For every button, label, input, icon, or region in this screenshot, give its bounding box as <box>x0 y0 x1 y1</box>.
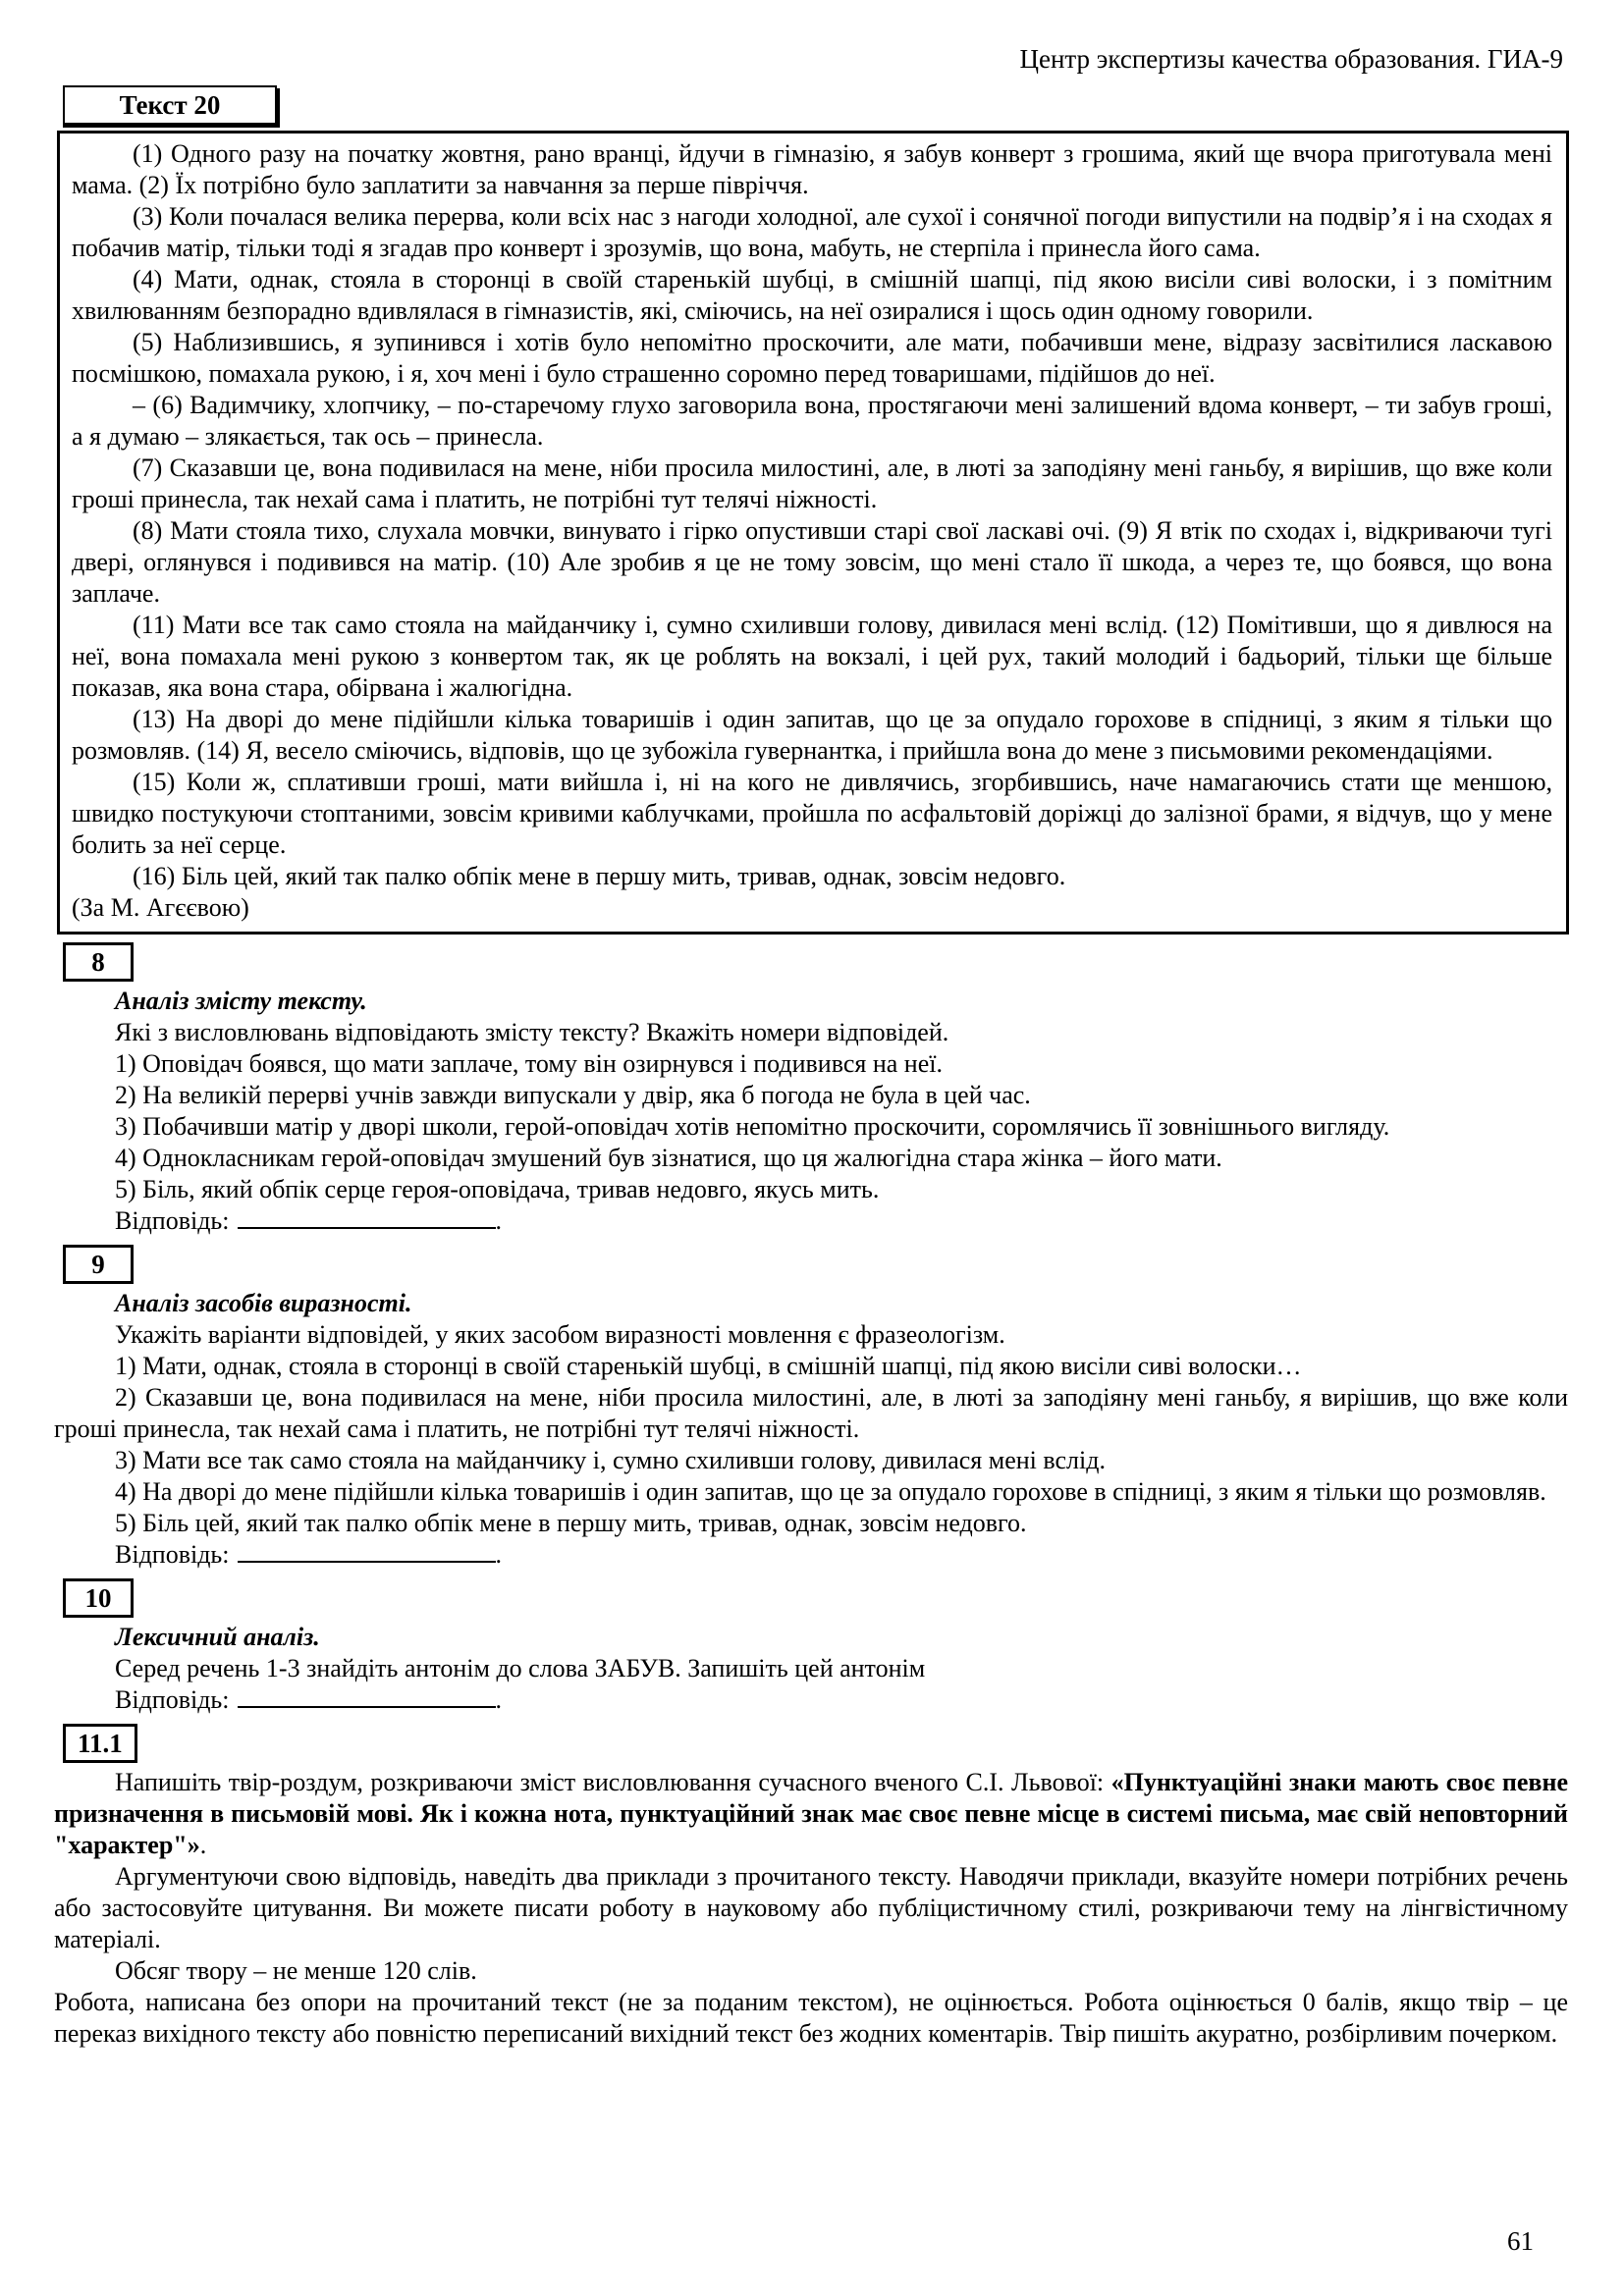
answer-period: . <box>495 1540 503 1569</box>
question-8 <box>0 942 1624 1237</box>
text-attribution: (За М. Агєєвою) <box>72 893 249 922</box>
text-paragraph: – (6) Вадимчику, хлопчику, – по-старечому глухо заговорила вона, простягаючи мені залишений вдома конверт, – ти забув гроші, а я думаю – злякається, так ось – принесла. <box>72 391 1552 451</box>
task-11-1-number-badge: 11.1 <box>63 1724 137 1763</box>
question-9-option: 2) Сказавши це, вона подивилася на мене, ніби просила милостині, але, в люті за заподіяну мені ганьбу, я вирішив, що вже коли гроші принесла, так нехай сама і платить, не потрібні тут телячі ніжності. <box>54 1383 1568 1443</box>
text-paragraph: (3) Коли почалася велика перерва, коли всіх нас з нагоди холодної, але сухої і сонячної погоди випустили на подвір’я і на сходах я побачив матір, тільки тоді я згадав про конверт і зрозумів, що вона, мабуть, не стерпіла і принесла його сама. <box>72 202 1552 262</box>
question-9-prompt: Укажіть варіанти відповідей, у яких засобом виразності мовлення є фразеологізм. <box>115 1320 1005 1349</box>
question-10 <box>0 1578 1624 1716</box>
question-9-option: 4) На дворі до мене підійшли кілька товаришів і один запитав, що це за опудало горохове в спідниці, з яким я тільки що розмовляв. <box>115 1477 1546 1506</box>
page-number: 61 <box>1507 2226 1534 2256</box>
reading-text-box <box>57 131 1569 934</box>
question-8-content <box>54 986 1568 1237</box>
text-label: Текст 20 <box>119 90 221 120</box>
question-9 <box>0 1245 1624 1571</box>
answer-label: Відповідь: <box>115 1685 230 1714</box>
question-9-number-badge: 9 <box>63 1245 134 1284</box>
task-11-1 <box>0 1724 1624 2050</box>
text-paragraph: (13) На дворі до мене підійшли кілька товаришів і один запитав, що це за опудало горохове в спідниці, з яким я тільки що розмовляв. (14) Я, весело сміючись, відповів, що це зубожіла гувернантка, і прийшла вона до мене з письмовими рекомендаціями. <box>72 705 1552 765</box>
answer-period: . <box>495 1685 503 1714</box>
question-8-number-badge: 8 <box>63 942 134 982</box>
essay-quote-tail: . <box>199 1831 207 1859</box>
question-8-prompt: Які з висловлювань відповідають змісту тексту? Вкажіть номери відповідей. <box>115 1018 949 1046</box>
question-10-answer-row <box>54 1684 1568 1716</box>
header-org-label: Центр экспертизы качества образования. ГИА-9 <box>1019 44 1563 74</box>
question-9-content <box>54 1288 1568 1571</box>
essay-grading-note: Робота, написана без опори на прочитаний текст (не за поданим текстом), не оцінюється. Робота оцінюється 0 балів, якщо твір – це переказ вихідного тексту або повністю переписаний вихідний текст без жодних коментарів. Твір пишіть акуратно, розбірливим почерком. <box>54 1988 1568 2048</box>
question-8-option: 5) Біль, який обпік серце героя-оповідача, тривав недовго, якусь мить. <box>115 1175 880 1203</box>
question-8-answer-row <box>54 1205 1568 1237</box>
essay-quote-paragraph <box>54 1767 1568 1861</box>
text-paragraph: (1) Одного разу на початку жовтня, рано вранці, йдучи в гімназію, я забув конверт з грошима, який ще вчора приготувала мені мама. (2) Їх потрібно було заплатити за навчання за перше півріччя. <box>72 139 1552 199</box>
question-8-option: 2) На великій перерві учнів завжди випускали у двір, яка б погода не була в цей час. <box>115 1081 1031 1109</box>
text-paragraph: (15) Коли ж, сплативши гроші, мати вийшла і, ні на кого не дивлячись, згорбившись, наче намагаючись стати ще меншою, швидко постукуючи стоптаними, зовсім кривими каблучками, пройшла по асфальтовій доріжці до залізної брами, я відчув, що у мене болить за неї серце. <box>72 768 1552 859</box>
question-10-prompt: Серед речень 1-3 знайдіть антонім до слова ЗАБУВ. Запишіть цей антонім <box>115 1654 926 1682</box>
task-11-1-content <box>54 1767 1568 2050</box>
essay-instructions: Аргументуючи свою відповідь, наведіть два приклади з прочитаного тексту. Наводячи приклади, вказуйте номери потрібних речень або застосовуйте цитування. Ви можете писати роботу в науковому або публіцистичному стилі, розкриваючи тему на лінгвістичному матеріалі. <box>54 1862 1568 1953</box>
question-8-option: 1) Оповідач боявся, що мати заплаче, тому він озирнувся і подивився на неї. <box>115 1049 943 1078</box>
question-8-option: 3) Побачивши матір у дворі школи, герой-оповідач хотів непомітно проскочити, соромлячись її зовнішнього вигляду. <box>115 1112 1390 1141</box>
text-paragraph: (4) Мати, однак, стояла в сторонці в своїй старенькій шубці, в смішній шапці, під якою висіли сиві волоски, і з помітним хвилюванням безпорадно вдивлялася в гімназистів, які, сміючись, на неї озиралися і щось один одному говорили. <box>72 265 1552 325</box>
question-9-option: 3) Мати все так само стояла на майданчику і, сумно схиливши голову, дивилася мені вслід. <box>115 1446 1106 1474</box>
text-paragraph: (11) Мати все так само стояла на майданчику і, сумно схиливши голову, дивилася мені вслід. (12) Помітивши, що я дивлюся на неї, вона помахала мені рукою з конвертом так, як це роблять на вокзалі, і цей рух, такий молодий і бадьорий, тільки ще більше показав, яка вона стара, обірвана і жалюгідна. <box>72 611 1552 702</box>
question-10-content <box>54 1622 1568 1716</box>
question-8-option: 4) Однокласникам герой-оповідач змушений був зізнатися, що ця жалюгідна стара жінка – його мати. <box>115 1144 1222 1172</box>
question-8-title: Аналіз змісту тексту. <box>115 987 367 1015</box>
question-10-title: Лексичний аналіз. <box>115 1623 320 1651</box>
question-9-answer-row <box>54 1539 1568 1571</box>
question-9-title: Аналіз засобів виразності. <box>115 1289 412 1317</box>
text-paragraph: (16) Біль цей, який так палко обпік мене в першу мить, тривав, однак, зовсім недовго. <box>133 862 1066 890</box>
question-9-option: 1) Мати, однак, стояла в сторонці в своїй старенькій шубці, в смішній шапці, під якою висіли сиві волоски… <box>115 1352 1302 1380</box>
text-label-box <box>63 85 277 125</box>
question-9-option: 5) Біль цей, який так палко обпік мене в першу мить, тривав, однак, зовсім недовго. <box>115 1509 1027 1537</box>
question-10-number-badge: 10 <box>63 1578 134 1618</box>
essay-quote-bold: «Пунктуаційні знаки мають своє певне призначення в письмовій мові. Як і кожна нота, пунктуаційний знак має своє певне місце в системі письма, має свій неповторний "характер"» <box>54 1768 1568 1859</box>
answer-period: . <box>495 1206 503 1235</box>
answer-blank <box>238 1541 496 1563</box>
essay-length-note: Обсяг твору – не менше 120 слів. <box>115 1956 477 1985</box>
answer-blank <box>238 1207 496 1229</box>
essay-quote-lead: Напишіть твір-роздум, розкриваючи зміст висловлювання сучасного вченого С.І. Львової: <box>115 1768 1111 1796</box>
text-paragraph: (5) Наблизившись, я зупинився і хотів було непомітно проскочити, але мати, побачивши мене, відразу засвітилися ласкавою посмішкою, помахала рукою, і я, хоч мені і було страшенно соромно перед товаришами, підійшов до неї. <box>72 328 1552 388</box>
answer-label: Відповідь: <box>115 1540 230 1569</box>
answer-blank <box>238 1686 496 1708</box>
answer-label: Відповідь: <box>115 1206 230 1235</box>
text-paragraph: (7) Сказавши це, вона подивилася на мене, ніби просила милостині, але, в люті за заподіяну мені ганьбу, я вирішив, що вже коли гроші принесла, так нехай сама і платить, не потрібні тут телячі ніжності. <box>72 454 1552 513</box>
text-paragraph: (8) Мати стояла тихо, слухала мовчки, винувато і гірко опустивши старі свої ласкаві очі. (9) Я втік по сходах і, відкриваючи тугі двері, оглянувся і подивився на матір. (10) Але зробив я це не тому зовсім, що мені стало її шкода, а через те, що боявся, що вона заплаче. <box>72 516 1552 608</box>
